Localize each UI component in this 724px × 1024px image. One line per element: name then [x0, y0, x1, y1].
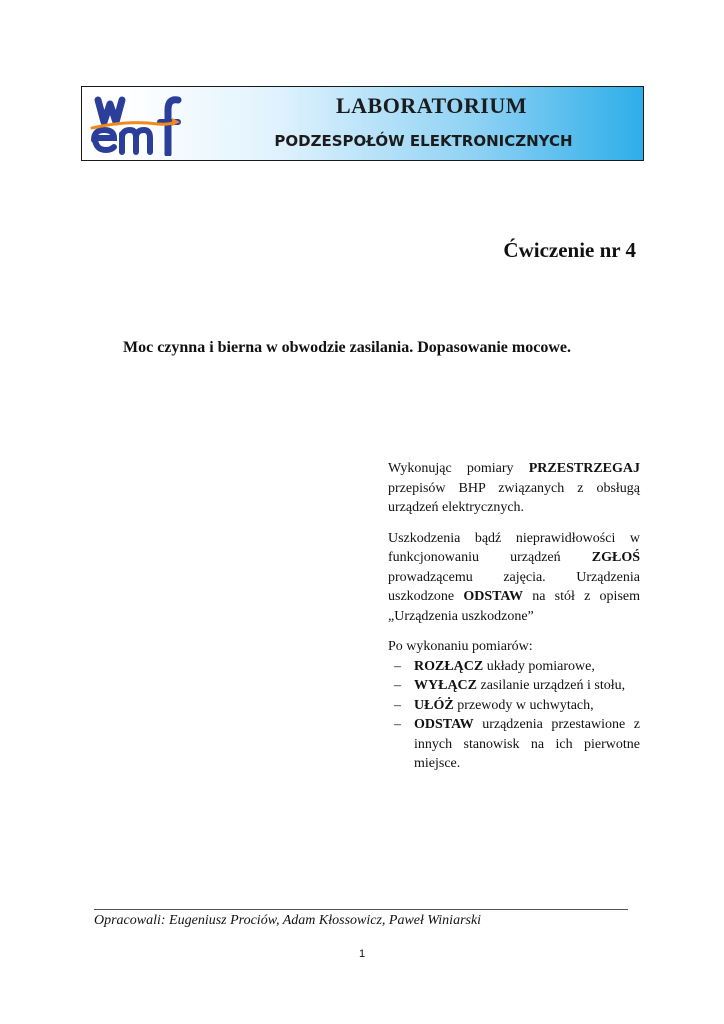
footer-authors: Opracowali: Eugeniusz Prociów, Adam Kłossowicz, Paweł Winiarski: [94, 913, 482, 928]
steps-list: [388, 657, 640, 774]
list-item: – UŁÓŻ przewody w uchwytach,: [394, 697, 594, 713]
exercise-topic: Moc czynna i bierna w obwodzie zasilania. Dopasowanie mocowe.: [123, 339, 571, 356]
lab-title: LABORATORIUM: [336, 93, 527, 118]
safety-paragraph-damage: Uszkodzenia bądź nieprawidłowości w funkcjonowaniu urządzeń ZGŁOŚ prowadzącemu zajęcia. Urządzenia uszkodzone ODSTAW na stół z opisem „Urządzenia uszkodzone”: [388, 530, 640, 624]
lab-subtitle: PODZESPOŁÓW ELEKTRONICZNYCH: [274, 132, 573, 150]
safety-paragraph-measurements: Wykonując pomiary PRZESTRZEGAJ przepisów BHP związanych z obsługą urządzeń elektrycznych.: [388, 461, 640, 515]
page-number: 1: [358, 948, 366, 960]
header-banner: [81, 86, 644, 161]
list-item: – ROZŁĄCZ układy pomiarowe,: [394, 658, 595, 674]
footer-divider: [94, 909, 628, 910]
steps-title: Po wykonaniu pomiarów:: [388, 639, 533, 654]
exercise-title: Ćwiczenie nr 4: [503, 238, 636, 262]
safety-instructions: [388, 459, 640, 774]
list-item: – WYŁĄCZ zasilanie urządzeń i stołu,: [394, 678, 626, 693]
list-item: – ODSTAW urządzenia przestawione z innych stanowisk na ich pierwotne miejsce.: [394, 717, 640, 771]
